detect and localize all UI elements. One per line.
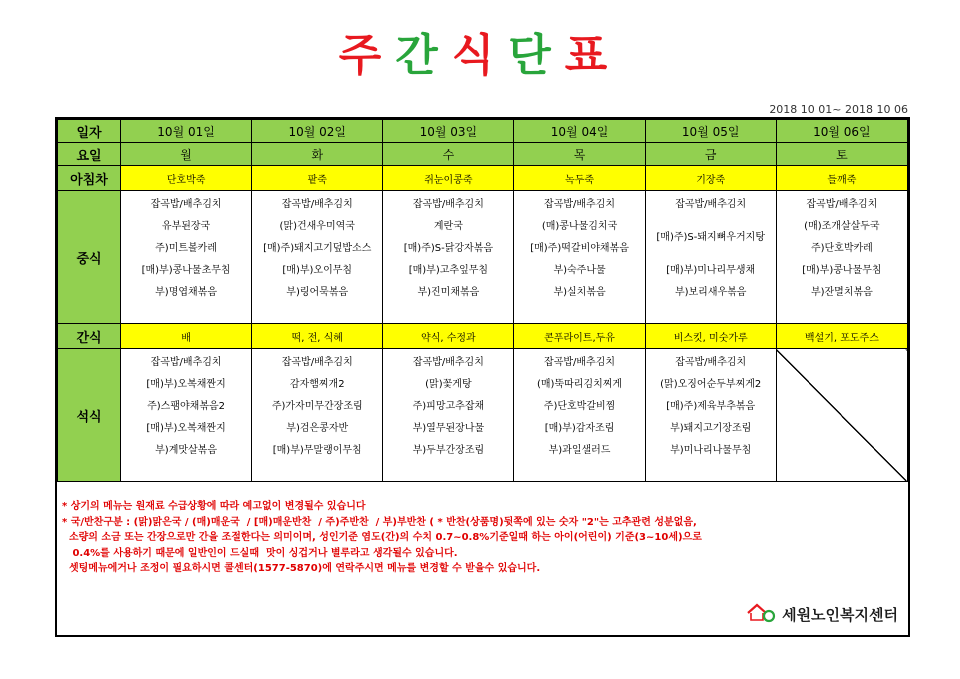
lunch-cell: [매)부)고추잎무침 [383, 257, 514, 279]
snack-cell: 배 [121, 324, 252, 349]
saturday-dinner-empty-diagonal [776, 349, 907, 482]
date-range: 2018 10 01~ 2018 10 06 [769, 103, 908, 116]
weekday-cell: 목 [514, 143, 645, 166]
lunch-cell: 잡곡밥/배추김치 [514, 191, 645, 214]
date-cell: 10월 04일 [514, 120, 645, 143]
lunch-cell [383, 301, 514, 324]
lunch-cell: 부)숙주나물 [514, 257, 645, 279]
breakfast-cell: 팥죽 [252, 166, 383, 191]
lunch-row [58, 279, 908, 301]
menu-table [57, 119, 908, 482]
lunch-cell: [매)부)콩나물초무침 [121, 257, 252, 279]
note-line: 0.4%를 사용하기 때문에 일반인이 드실때 맛이 싱겁거나 별루라고 생각될수 있습니다. [62, 547, 458, 559]
date-label: 일자 [58, 120, 121, 143]
lunch-cell [121, 301, 252, 324]
date-cell: 10월 03일 [383, 120, 514, 143]
lunch-cell: 잡곡밥/배추김치 [121, 191, 252, 214]
lunch-cell: 잡곡밥/배추김치 [776, 191, 907, 214]
lunch-cell [645, 301, 776, 324]
dinner-cell: 부)두부간장조림 [383, 437, 514, 459]
lunch-cell [252, 301, 383, 324]
page-title [0, 30, 960, 82]
title-char: 주 [338, 30, 396, 81]
dinner-cell: [매)부)감자조림 [514, 415, 645, 437]
lunch-cell: [매)부)오이무침 [252, 257, 383, 279]
lunch-row [58, 235, 908, 257]
lunch-row [58, 301, 908, 324]
weekday-cell: 토 [776, 143, 907, 166]
snack-cell: 떡, 전, 식혜 [252, 324, 383, 349]
lunch-cell: [매)주)떡갈비야채볶음 [514, 235, 645, 257]
center-name: 세원노인복지센터 [782, 605, 898, 624]
dinner-cell: (매)뚝따리김치찌게 [514, 371, 645, 393]
lunch-cell: 부)실치볶음 [514, 279, 645, 301]
dinner-cell: 주)단호박갈비찜 [514, 393, 645, 415]
lunch-cell: 주)미트볼카레 [121, 235, 252, 257]
dinner-cell: [매)부)오복채짠지 [121, 415, 252, 437]
dinner-cell: 부)계맛살볶음 [121, 437, 252, 459]
title-char: 단 [508, 30, 565, 81]
lunch-cell: 부)링어묵볶음 [252, 279, 383, 301]
lunch-cell [776, 301, 907, 324]
lunch-cell: 잡곡밥/배추김치 [252, 191, 383, 214]
lunch-cell: (매)콩나물김치국 [514, 213, 645, 235]
dinner-cell: 잡곡밥/배추김치 [121, 349, 252, 372]
lunch-cell: 잡곡밥/배추김치 [645, 191, 776, 214]
dinner-cell [121, 459, 252, 482]
dinner-cell: 부)과일샐러드 [514, 437, 645, 459]
dinner-cell [383, 459, 514, 482]
date-cell: 10월 06일 [776, 120, 907, 143]
lunch-cell: 부)명엽채볶음 [121, 279, 252, 301]
dinner-cell: 잡곡밥/배추김치 [383, 349, 514, 372]
lunch-cell: 부)보리새우볶음 [645, 279, 776, 301]
lunch-row [58, 257, 908, 279]
date-cell: 10월 01일 [121, 120, 252, 143]
dinner-cell: 부)미나리나물무침 [645, 437, 776, 459]
lunch-cell: [매)부)미나리무생채 [645, 257, 776, 279]
notes [62, 499, 702, 577]
lunch-cell: 유부된장국 [121, 213, 252, 235]
lunch-cell: 부)잔멸치볶음 [776, 279, 907, 301]
lunch-cell: [매)부)콩나물무침 [776, 257, 907, 279]
dinner-cell [645, 459, 776, 482]
breakfast-cell: 쥐눈이콩죽 [383, 166, 514, 191]
dinner-cell: (맑)꽃게탕 [383, 371, 514, 393]
dinner-cell: 부)열무된장나물 [383, 415, 514, 437]
lunch-cell: 계란국 [383, 213, 514, 235]
lunch-cell-merged: [매)주)S-돼지뼈우거지탕 [645, 213, 776, 257]
dinner-row [58, 349, 908, 372]
weekday-label: 요일 [58, 143, 121, 166]
note-line: 셋팅메뉴에거나 조정이 필요하시면 콜센터(1577-5870)에 연락주시면 메뉴를 변경할 수 받을수 있습니다. [62, 563, 541, 574]
weekday-cell: 수 [383, 143, 514, 166]
dinner-cell: 감자햄찌개2 [252, 371, 383, 393]
center-logo [746, 601, 898, 627]
dinner-cell: (맑)오징어순두부찌게2 [645, 371, 776, 393]
date-cell: 10월 02일 [252, 120, 383, 143]
dinner-cell: [매)부)오복채짠지 [121, 371, 252, 393]
dinner-cell: 잡곡밥/배추김치 [514, 349, 645, 372]
weekday-cell: 화 [252, 143, 383, 166]
snack-cell: 약식, 수정과 [383, 324, 514, 349]
weekday-cell: 금 [645, 143, 776, 166]
dinner-cell: 잡곡밥/배추김치 [252, 349, 383, 372]
note-line: 소량의 소금 또는 간장으로만 간을 조절한다는 의미이며, 성인기준 염도(간)의 수치 0.7~0.8%기준일때 하는 아이(어린이) 기준(3~10세)으로 [62, 532, 702, 543]
weekday-cell: 월 [121, 143, 252, 166]
lunch-label: 중식 [58, 191, 121, 324]
lunch-cell: [매)주)S-닭강자볶음 [383, 235, 514, 257]
lunch-row [58, 213, 908, 235]
breakfast-cell: 들깨죽 [776, 166, 907, 191]
lunch-cell: 잡곡밥/배추김치 [383, 191, 514, 214]
title-char: 간 [395, 30, 452, 81]
title-char: 식 [451, 30, 509, 81]
dinner-cell: 주)스팸야채볶음2 [121, 393, 252, 415]
date-cell: 10월 05일 [645, 120, 776, 143]
lunch-cell [514, 301, 645, 324]
lunch-cell: (맑)건새우미역국 [252, 213, 383, 235]
dinner-cell: 주)피망고추잡채 [383, 393, 514, 415]
breakfast-row [58, 166, 908, 191]
dinner-cell [514, 459, 645, 482]
lunch-cell: (매)조개살살두국 [776, 213, 907, 235]
breakfast-cell: 단호박죽 [121, 166, 252, 191]
weekday-row [58, 143, 908, 166]
menu-frame [55, 117, 910, 637]
lunch-cell: 부)진미채볶음 [383, 279, 514, 301]
snack-cell: 백설기, 포도주스 [776, 324, 907, 349]
snack-label: 간식 [58, 324, 121, 349]
snack-cell: 비스킷, 미숫가루 [645, 324, 776, 349]
note-line: * 상기의 메뉴는 원재료 수급상황에 따라 예고없이 변경될수 있습니다 [62, 501, 366, 512]
snack-cell: 콘푸라이트,두유 [514, 324, 645, 349]
date-row [58, 120, 908, 143]
house-logo-icon [746, 601, 776, 627]
lunch-cell: 주)단호박카레 [776, 235, 907, 257]
dinner-cell: 주)가자미무간장조림 [252, 393, 383, 415]
breakfast-cell: 녹두죽 [514, 166, 645, 191]
lunch-row [58, 191, 908, 214]
breakfast-label: 아침차 [58, 166, 121, 191]
snack-row [58, 324, 908, 349]
breakfast-cell: 기장죽 [645, 166, 776, 191]
dinner-cell [252, 459, 383, 482]
title-char: 표 [564, 30, 622, 81]
dinner-cell: 부)돼지고기장조림 [645, 415, 776, 437]
note-line: * 국/반찬구분 : (맑)맑은국 / (매)매운국 / [매)매운반찬 / 주)주반찬 / 부)부반찬 ( * 반찬(상품명)뒷쪽에 있는 숫자 "2"는 고추관련 성분없음, [62, 516, 697, 528]
dinner-cell: [매)주)제육부추볶음 [645, 393, 776, 415]
dinner-cell: 부)검은콩자반 [252, 415, 383, 437]
dinner-cell: [매)부)무말랭이무침 [252, 437, 383, 459]
dinner-cell: 잡곡밥/배추김치 [645, 349, 776, 372]
lunch-cell: [매)주)돼지고기덮밥소스 [252, 235, 383, 257]
dinner-label: 석식 [58, 349, 121, 482]
